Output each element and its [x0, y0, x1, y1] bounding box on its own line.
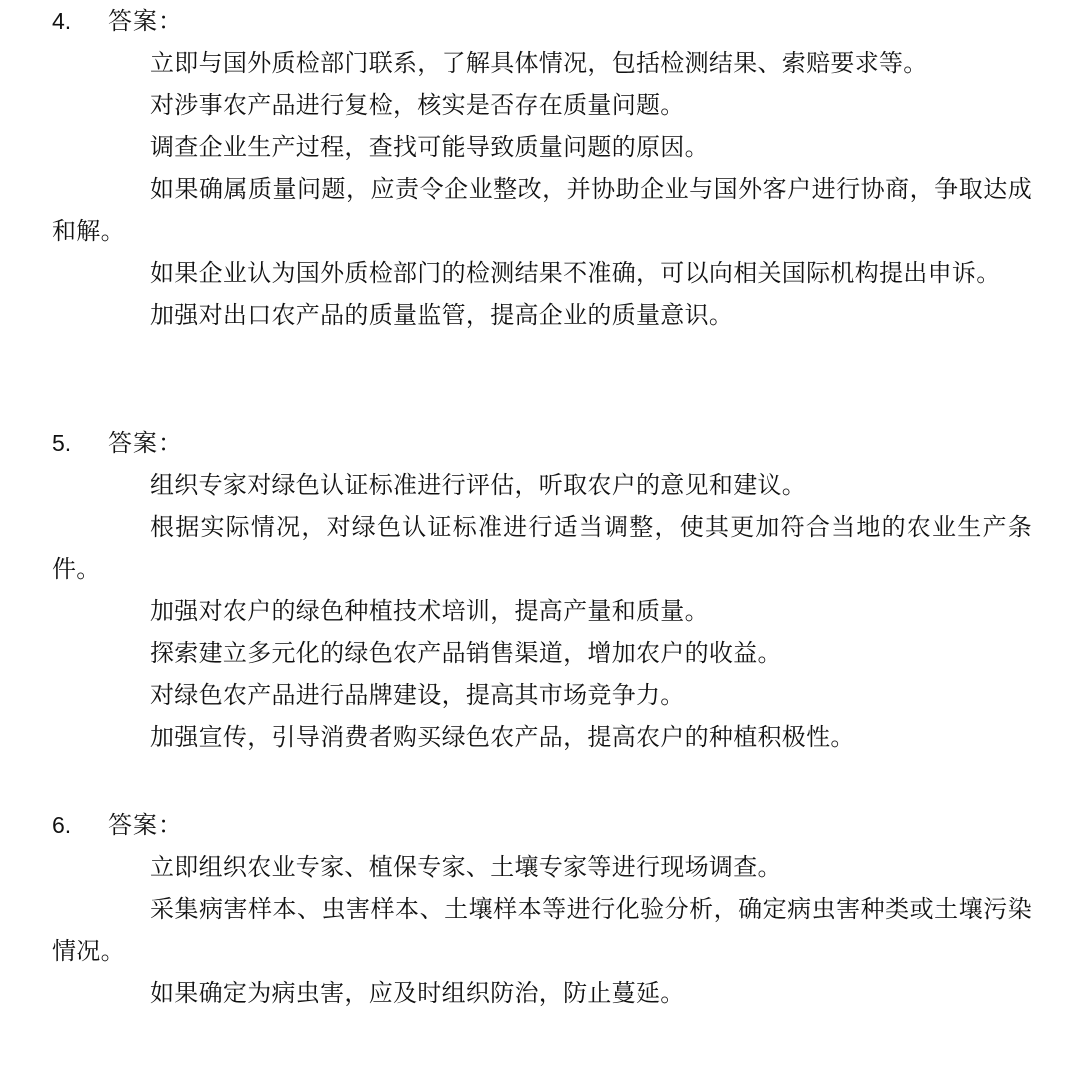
answer-paragraph: 立即组织农业专家、植保专家、土壤专家等进行现场调查。 [150, 853, 782, 881]
answer-paragraph: 加强宣传，引导消费者购买绿色农产品，提高农户的种植积极性。 [150, 723, 855, 751]
answer-paragraph: 如果确属质量问题，应责令企业整改，并协助企业与国外客户进行协商，争取达成和解。 [52, 175, 1032, 245]
answer-paragraph: 加强对出口农产品的质量监管，提高企业的质量意识。 [150, 301, 734, 329]
section-number: 6. [52, 812, 72, 838]
answer-paragraph: 采集病害样本、虫害样本、土壤样本等进行化验分析，确定病虫害种类或土壤污染情况。 [52, 895, 1032, 965]
answer-paragraph: 探索建立多元化的绿色农产品销售渠道，增加农户的收益。 [150, 639, 782, 667]
answer-section-6 [52, 804, 1032, 1014]
section-heading [52, 0, 1032, 42]
answer-paragraph: 如果企业认为国外质检部门的检测结果不准确，可以向相关国际机构提出申诉。 [150, 259, 1001, 287]
answer-label: 答案： [108, 7, 183, 35]
section-heading [52, 804, 1032, 846]
answer-label: 答案： [108, 429, 183, 457]
answer-paragraph: 组织专家对绿色认证标准进行评估，听取农户的意见和建议。 [150, 471, 807, 499]
answer-section-5 [52, 422, 1032, 758]
answer-paragraph: 如果确定为病虫害，应及时组织防治，防止蔓延。 [150, 979, 685, 1007]
section-number: 5. [52, 430, 72, 456]
answer-paragraph: 加强对农户的绿色种植技术培训，提高产量和质量。 [150, 597, 709, 625]
answer-paragraph: 调查企业生产过程，查找可能导致质量问题的原因。 [150, 133, 709, 161]
section-heading [52, 422, 1032, 464]
answer-paragraph: 对绿色农产品进行品牌建设，提高其市场竞争力。 [150, 681, 685, 709]
answer-paragraph: 立即与国外质检部门联系，了解具体情况，包括检测结果、索赔要求等。 [150, 49, 928, 77]
section-number: 4. [52, 8, 72, 34]
answer-paragraph: 对涉事农产品进行复检，核实是否存在质量问题。 [150, 91, 685, 119]
answer-section-4 [52, 0, 1032, 336]
answer-paragraph: 根据实际情况，对绿色认证标准进行适当调整，使其更加符合当地的农业生产条件。 [52, 513, 1032, 583]
answer-label: 答案： [108, 811, 183, 839]
